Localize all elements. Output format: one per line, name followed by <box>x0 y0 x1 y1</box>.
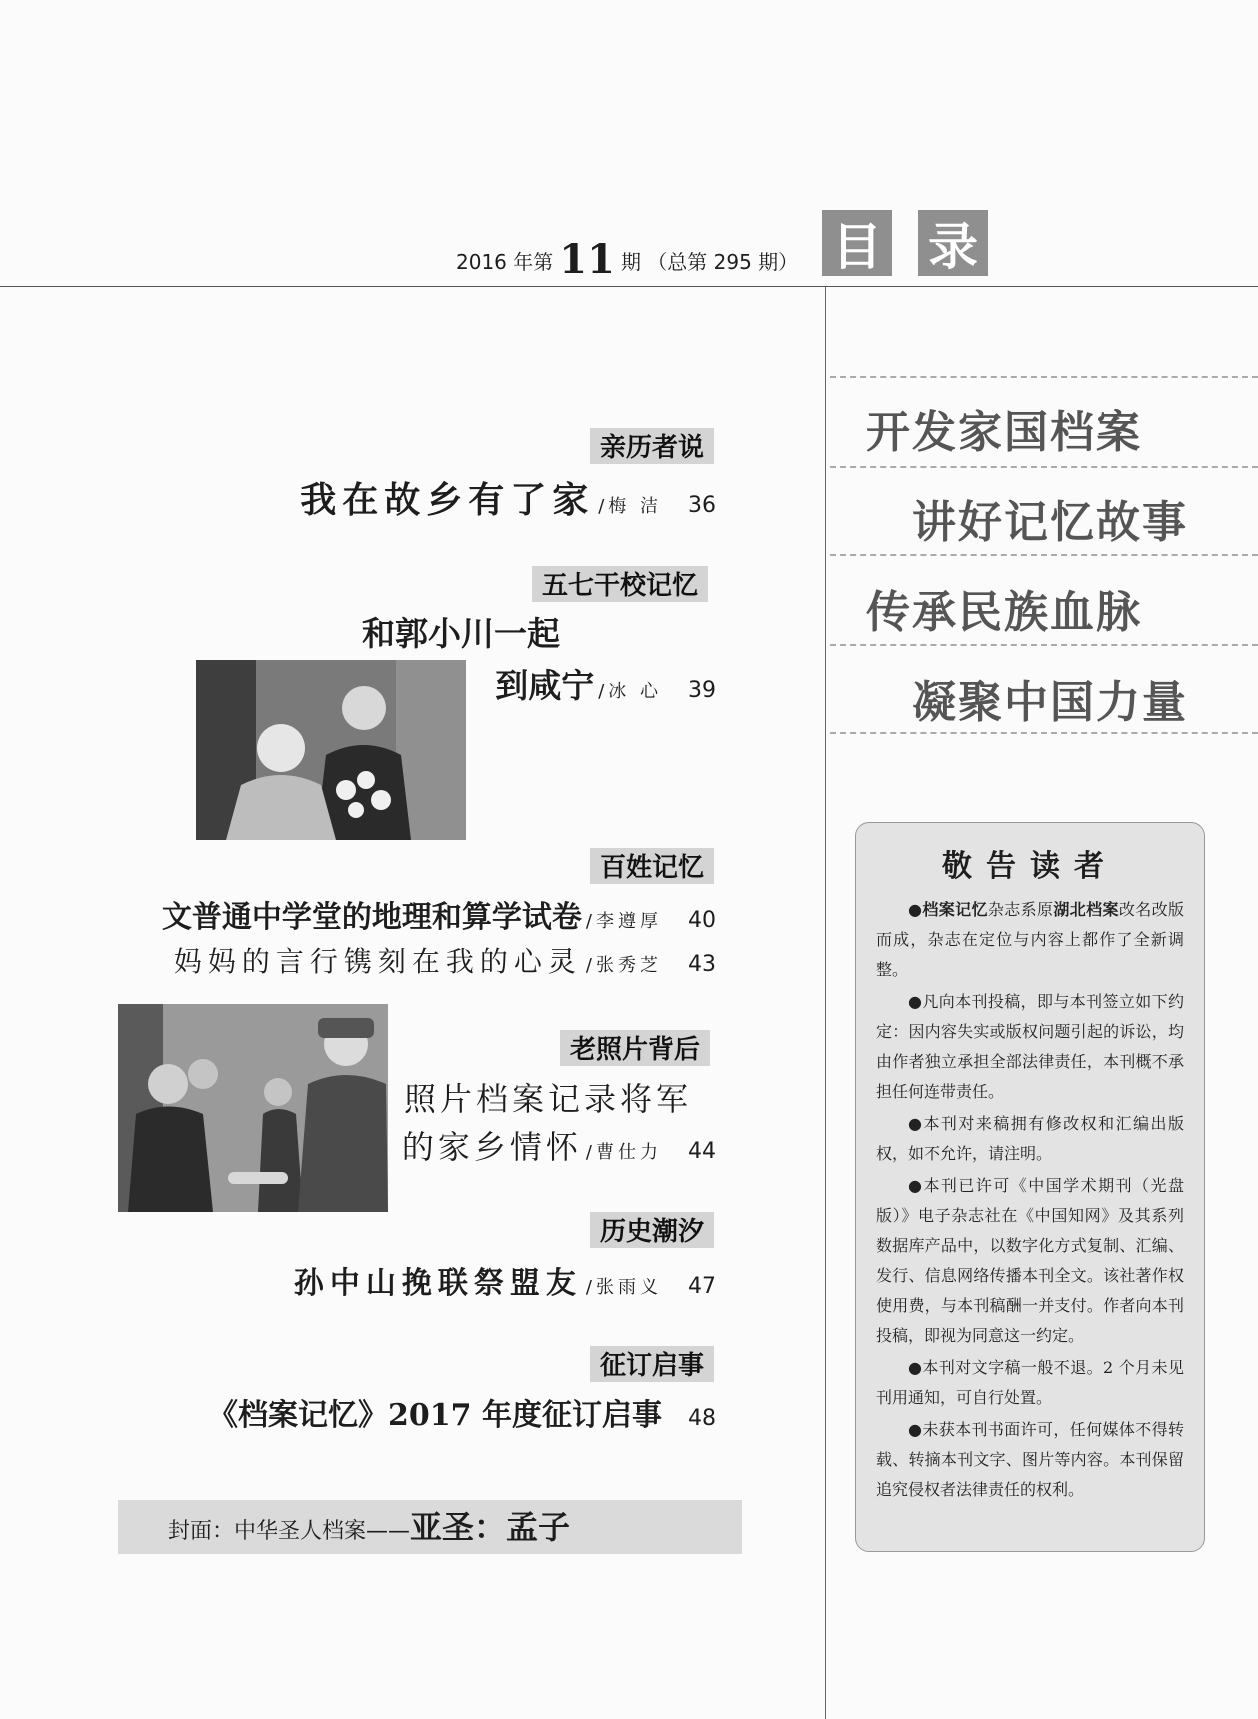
total-issue: （总第 295 期） <box>647 250 799 274</box>
title-char-lu: 录 <box>918 210 988 276</box>
toc-entry[interactable] <box>294 1258 716 1302</box>
article-author: /冰 心 <box>598 681 662 702</box>
section-tag: 老照片背后 <box>560 1030 710 1066</box>
section-tag: 征订启事 <box>590 1346 714 1382</box>
page-number: 36 <box>688 493 716 518</box>
notice-paragraph: ●凡向本刊投稿，即与本刊签立如下约定：因内容失实或版权问题引起的诉讼，均由作者独立承担全部法律责任，本刊概不承担任何连带责任。 <box>876 992 1184 1101</box>
article-author: /梅 洁 <box>598 496 662 517</box>
section-tag: 亲历者说 <box>590 428 714 464</box>
article-author: /曹仕力 <box>585 1142 662 1163</box>
page-number: 44 <box>688 1139 716 1164</box>
notice-paragraph: ●本刊对来稿拥有修改权和汇编出版权，如不允许，请注明。 <box>876 1114 1184 1163</box>
article-author: /张秀芝 <box>585 955 662 976</box>
article-title-line2: 到咸宁 <box>495 666 595 705</box>
section-tag: 五七干校记忆 <box>532 566 708 602</box>
page-number: 39 <box>688 678 716 703</box>
toc-entry[interactable] <box>208 1390 716 1434</box>
article-title: 文普通中学堂的地理和算学试卷 <box>161 900 582 935</box>
issue-number: 11 <box>559 236 615 283</box>
page-number: 40 <box>688 908 716 933</box>
article-title-line2: 的家乡情怀 <box>401 1128 582 1166</box>
page-number: 43 <box>688 952 716 977</box>
dashed-divider <box>830 376 1258 378</box>
header-rule <box>0 286 1258 287</box>
cover-name: 亚圣：孟子 <box>410 1508 571 1546</box>
page-number: 48 <box>688 1406 716 1431</box>
slogan: 传承民族血脉 <box>866 587 1142 638</box>
column-divider <box>825 286 826 1719</box>
notice-paragraph: ●档案记忆杂志系原湖北档案改名改版而成，杂志在定位与内容上都作了全新调整。 <box>876 900 1184 979</box>
toc-entry[interactable] <box>174 940 716 980</box>
year-text: 2016 年第 <box>456 250 554 274</box>
section-tag: 百姓记忆 <box>590 848 714 884</box>
slogan: 开发家国档案 <box>866 407 1142 458</box>
toc-entry[interactable] <box>495 660 716 707</box>
article-title: 妈妈的言行镌刻在我的心灵 <box>173 945 582 978</box>
photo-general <box>118 1004 388 1212</box>
issue-suffix: 期 <box>620 250 641 274</box>
article-title-line1[interactable]: 照片档案记录将军 <box>404 1080 693 1118</box>
article-title-line1[interactable]: 和郭小川一起 <box>362 614 560 653</box>
article-title: 《档案记忆》2017 年度征订启事 <box>208 1398 662 1433</box>
issue-line <box>456 236 798 283</box>
cover-caption <box>118 1500 742 1554</box>
title-char-mu: 目 <box>822 210 892 276</box>
toc-entry[interactable] <box>300 472 716 523</box>
notice-box <box>855 822 1205 1552</box>
dashed-divider <box>830 732 1258 734</box>
dashed-divider <box>830 644 1258 646</box>
toc-entry[interactable] <box>162 892 716 936</box>
notice-paragraph: ●本刊已许可《中国学术期刊（光盘版）》电子杂志社在《中国知网》及其系列数据库产品中，以数字化方式复制、汇编、发行、信息网络传播本刊全文。该社著作权使用费，与本刊稿酬一并支付。作者向本刊投稿，即视为同意这一约定。 <box>876 1176 1184 1345</box>
article-title: 孙中山挽联祭盟友 <box>293 1266 582 1301</box>
dashed-divider <box>830 466 1258 468</box>
article-title: 我在故乡有了家 <box>300 479 595 521</box>
slogan: 凝聚中国力量 <box>912 677 1188 728</box>
dashed-divider <box>830 554 1258 556</box>
notice-paragraph: ●未获本刊书面许可，任何媒体不得转载、转摘本刊文字、图片等内容。本刊保留追究侵权者法律责任的权利。 <box>876 1420 1184 1499</box>
slogan: 讲好记忆故事 <box>912 497 1188 548</box>
notice-title: 敬告读者 <box>942 849 1118 884</box>
section-tag: 历史潮汐 <box>590 1212 714 1248</box>
toc-entry[interactable] <box>402 1122 716 1168</box>
article-author: /张雨义 <box>585 1277 662 1298</box>
article-author: /李遵厚 <box>585 911 662 932</box>
photo-bingxin <box>196 660 466 840</box>
notice-paragraph: ●本刊对文字稿一般不退。2 个月未见刊用通知，可自行处置。 <box>876 1358 1184 1407</box>
cover-label: 封面：中华圣人档案—— <box>168 1519 411 1544</box>
page-number: 47 <box>688 1274 716 1299</box>
